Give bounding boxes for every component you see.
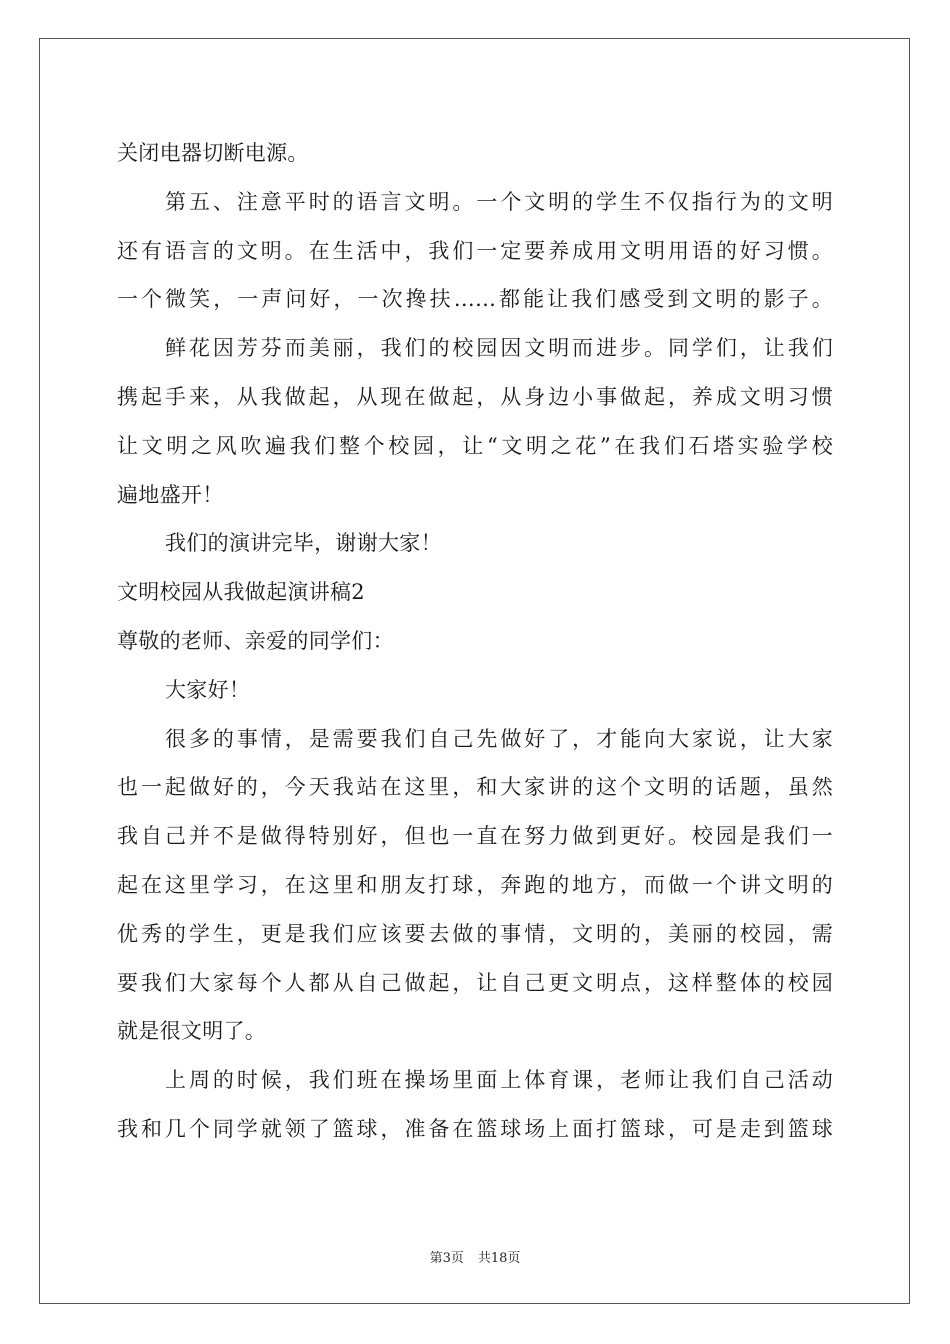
text-line: 起在这里学习，在这里和朋友打球，奔跑的地方，而做一个讲文明的 (117, 872, 833, 897)
text-line: 让文明之风吹遍我们整个校园，让“文明之花”在我们石塔实验学校 (117, 433, 833, 458)
salutation: 尊敬的老师、亲爱的同学们： (117, 628, 394, 653)
page-number: 第3页 (429, 1251, 464, 1266)
paragraph-start: 鲜花因芳芬而美丽，我们的校园因文明而进步。同学们，让我们 (165, 336, 833, 361)
text-line: 也一起做好的，今天我站在这里，和大家讲的这个文明的话题，虽然 (117, 775, 833, 800)
text-line: 优秀的学生，更是我们应该要去做的事情，文明的，美丽的校园，需 (117, 921, 833, 946)
text-line: 遍地盛开！ (117, 482, 224, 507)
page-total: 共18页 (477, 1251, 521, 1266)
greeting: 大家好！ (165, 677, 251, 702)
text-line: 一个微笑，一声问好，一次搀扶……都能让我们感受到文明的影子。 (117, 287, 833, 312)
paragraph-start: 上周的时候，我们班在操场里面上体育课，老师让我们自己活动 (165, 1068, 833, 1093)
text-line: 关闭电器切断电源。 (117, 141, 309, 165)
text-line: 还有语言的文明。在生活中，我们一定要养成用文明用语的好习惯。 (117, 238, 833, 263)
text-line: 携起手来，从我做起，从现在做起，从身边小事做起，养成文明习惯 (117, 384, 833, 409)
page-footer (0, 1247, 950, 1266)
section-title: 文明校园从我做起演讲稿2 (117, 580, 365, 605)
paragraph-start: 我们的演讲完毕，谢谢大家！ (165, 531, 442, 556)
text-line: 就是很文明了。 (117, 1019, 267, 1044)
document-body (117, 129, 833, 1154)
text-line: 我自己并不是做得特别好，但也一直在努力做到更好。校园是我们一 (117, 824, 833, 849)
text-line: 我和几个同学就领了篮球，准备在篮球场上面打篮球，可是走到篮球 (117, 1116, 833, 1141)
paragraph-start: 第五、注意平时的语言文明。一个文明的学生不仅指行为的文明 (165, 189, 833, 214)
paragraph-start: 很多的事情，是需要我们自己先做好了，才能向大家说，让大家 (165, 726, 833, 751)
text-line: 要我们大家每个人都从自己做起，让自己更文明点，这样整体的校园 (117, 970, 833, 995)
